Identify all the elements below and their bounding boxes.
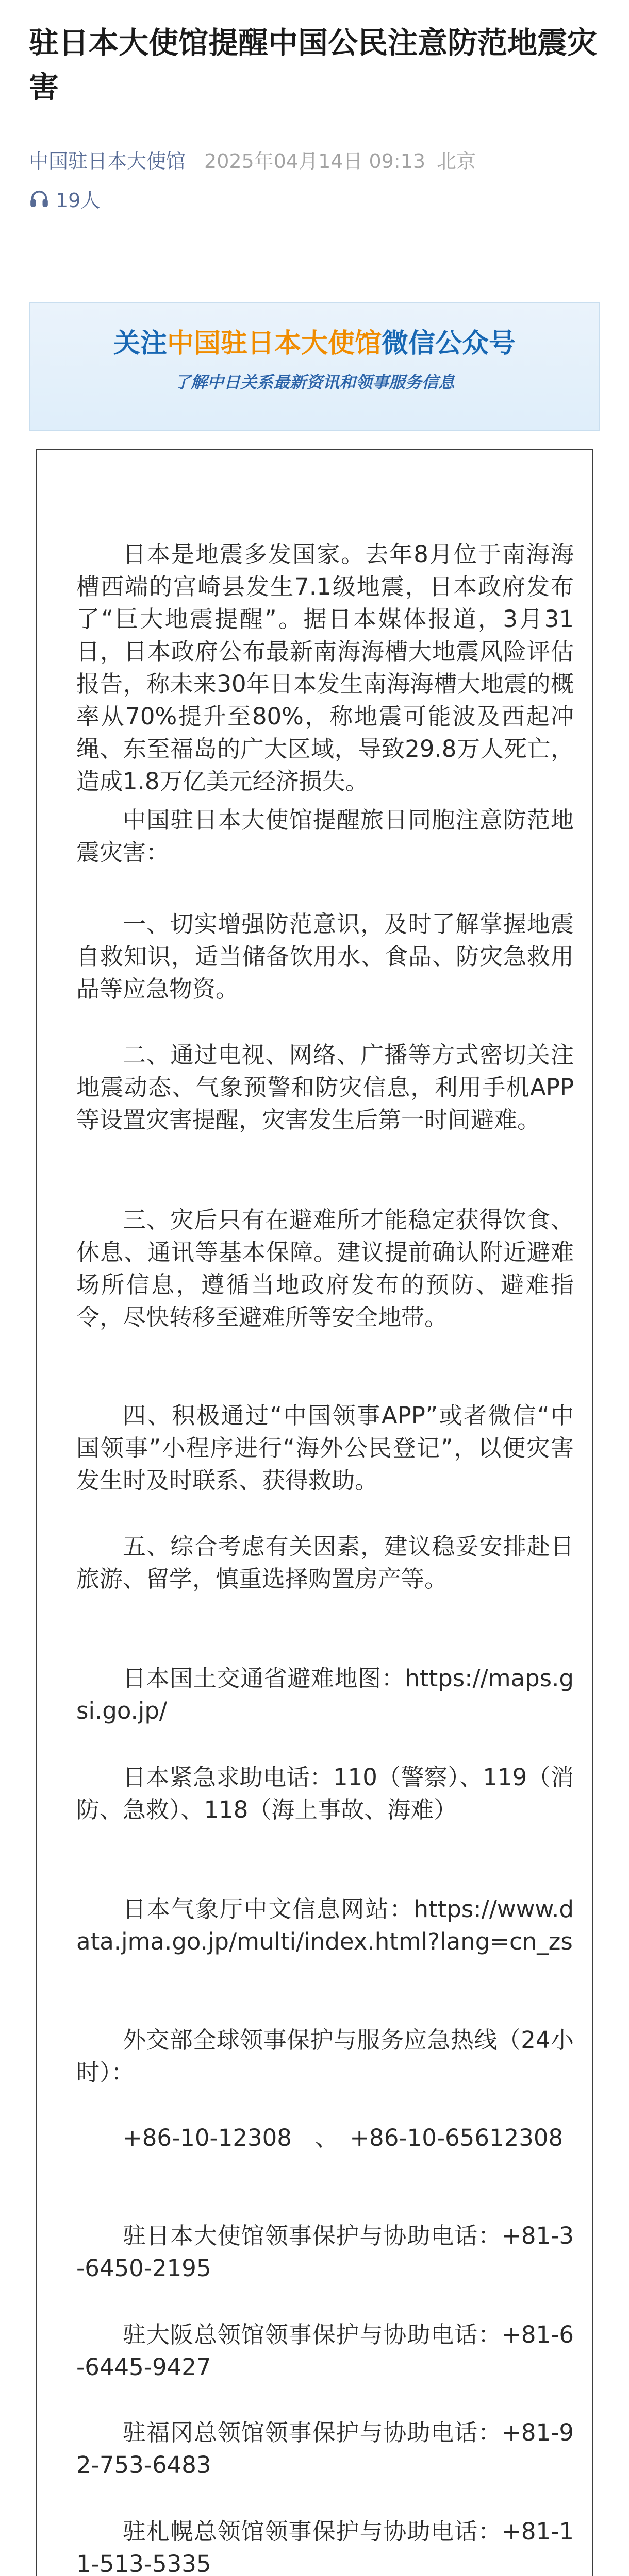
consulate-phone-fukuoka: 驻福冈总领馆领事保护与协助电话：+81-92-753-6483	[76, 2419, 574, 2479]
consulate-phone-osaka: 驻大阪总领馆领事保护与协助电话：+81-6-6445-9427	[76, 2321, 574, 2381]
banner-headline	[30, 326, 599, 362]
banner-highlight: 中国驻日本大使馆	[167, 328, 382, 359]
banner-subtitle: 了解中日关系最新资讯和领事服务信息	[174, 372, 455, 392]
paragraph-point-5: 五、综合考虑有关因素，建议稳妥安排赴日旅游、留学，慎重选择购置房产等。	[76, 1533, 574, 1592]
evacuation-map-info: 日本国土交通省避难地图：https://maps.gsi.go.jp/	[76, 1665, 574, 1724]
article-meta	[29, 146, 476, 172]
paragraph-point-4: 四、积极通过“中国领事APP”或者微信“中国领事”小程序进行“海外公民登记”，以便灾害发生时及时联系、获得救助。	[76, 1402, 574, 1494]
listen-count: 19人	[56, 189, 101, 212]
paragraph-reminder: 中国驻日本大使馆提醒旅日同胞注意防范地震灾害：	[76, 806, 574, 866]
paragraph-intro: 日本是地震多发国家。去年8月位于南海海槽西端的宫崎县发生7.1级地震，日本政府发布了“巨大地震提醒”。据日本媒体报道，3月31日，日本政府公布最新南海海槽大地震风险评估报告，称未来30年日本发生南海海槽大地震的概率从70%提升至80%，称地震可能波及西起冲绳、东至福岛的广大区域，导致29.8万人死亡，造成1.8万亿美元经济损失。	[76, 540, 574, 795]
headphones-icon	[29, 188, 49, 209]
paragraph-point-3: 三、灾后只有在避难所才能稳定获得饮食、休息、通讯等基本保障。建议提前确认附近避难场所信息，遵循当地政府发布的预防、避难指令，尽快转移至避难所等安全地带。	[76, 1206, 574, 1331]
follow-account-banner[interactable]	[29, 302, 600, 431]
paragraph-point-1: 一、切实增强防范意识，及时了解掌握地震自救知识，适当储备饮用水、食品、防灾急救用品等应急物资。	[76, 910, 574, 1003]
consulate-phone-tokyo: 驻日本大使馆领事保护与协助电话：+81-3-6450-2195	[76, 2222, 574, 2282]
hotline-heading: 外交部全球领事保护与服务应急热线（24小时）：	[76, 2026, 574, 2086]
banner-suffix: 微信公众号	[382, 328, 516, 359]
jma-website-info: 日本气象厅中文信息网站：https://www.data.jma.go.jp/multi/index.html?lang=cn_zs	[76, 1895, 574, 1955]
publish-location: 北京	[437, 149, 476, 173]
paragraph-point-2: 二、通过电视、网络、广播等方式密切关注地震动态、气象预警和防灾信息，利用手机APP等设置灾害提醒，灾害发生后第一时间避难。	[76, 1041, 574, 1133]
listen-count-button[interactable]	[29, 185, 100, 211]
consulate-phone-sapporo: 驻札幌总领馆领事保护与协助电话：+81-11-513-5335	[76, 2518, 574, 2576]
publish-date: 2025年04月14日 09:13	[204, 149, 426, 173]
emergency-numbers: 日本紧急求助电话：110（警察）、119（消防、急救）、118（海上事故、海难）	[76, 1764, 574, 1823]
hotline-numbers: +86-10-12308 、 +86-10-65612308	[123, 2124, 564, 2151]
banner-prefix: 关注	[113, 328, 167, 359]
article-title: 驻日本大使馆提醒中国公民注意防范地震灾害	[29, 25, 598, 105]
account-name-link[interactable]: 中国驻日本大使馆	[29, 149, 186, 173]
